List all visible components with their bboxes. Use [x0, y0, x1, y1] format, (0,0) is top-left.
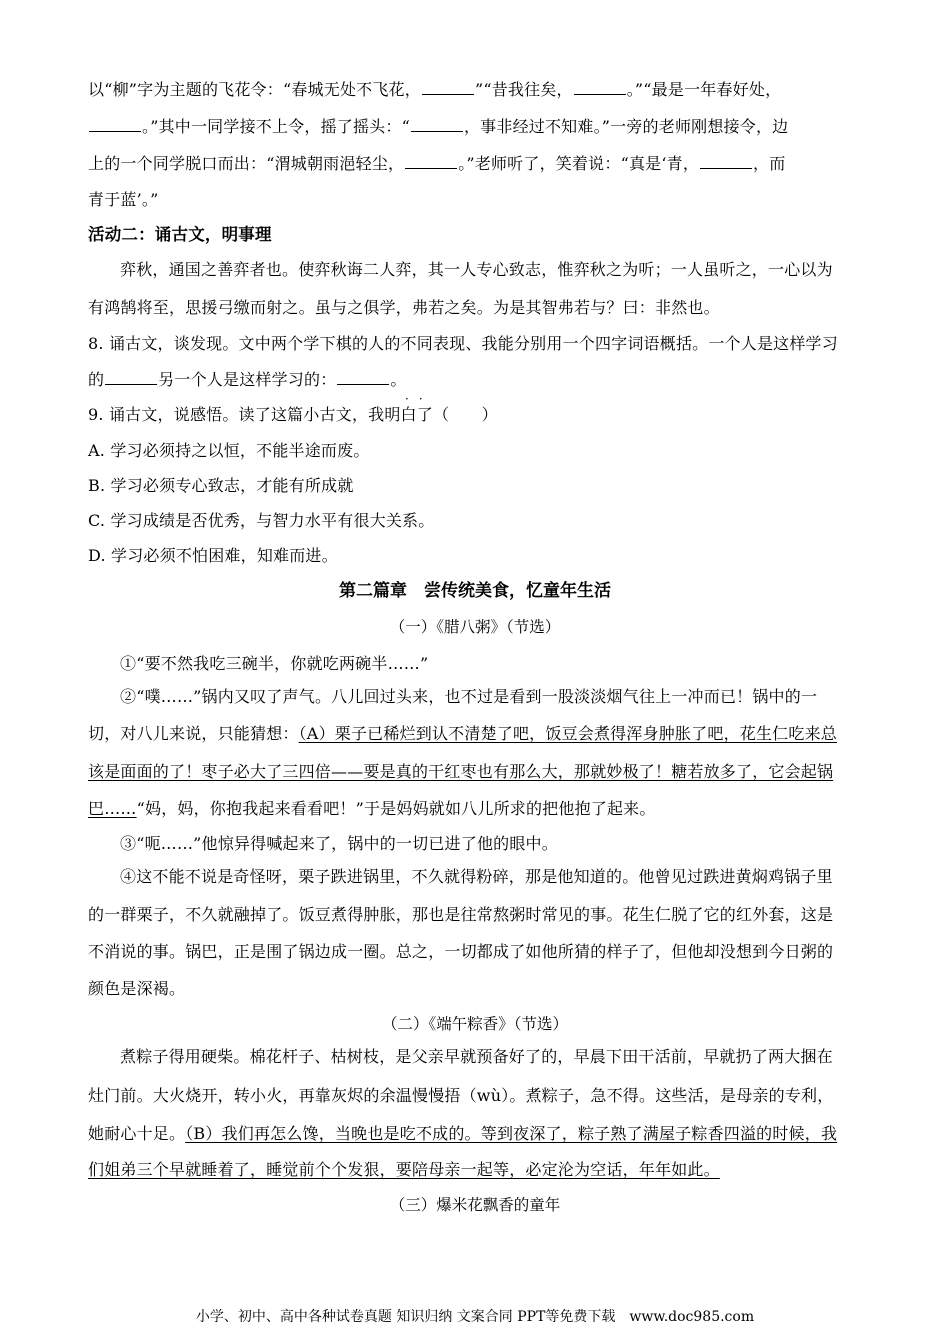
feihua-line-3: 上的一个同学脱口而出：“渭城朝雨浥轻尘， 。”老师听了，笑着说：“真是‘青， ，而 — [88, 154, 786, 173]
question-8-line-1: 8. 诵古文，谈发现。文中两个学下棋的人的不同表现、我能分别用一个四字词语概括。一个人是这样学习 — [88, 334, 838, 353]
classical-text-line-2: 有鸿鹄将至，思援弓缴而射之。虽与之俱学，弗若之矣。为是其智弗若与？曰：非然也。 — [88, 298, 720, 317]
duanwu-title: （二）《端午粽香》（节选） — [381, 1015, 568, 1033]
answer-blank[interactable] — [89, 116, 141, 132]
laba-paragraph-3: ③“呃……”他惊异得喊起来了，锅中的一切已进了他的眼中。 — [120, 834, 558, 853]
laba-title: （一）《腊八粥》（节选） — [389, 618, 561, 636]
emphasis-dots: ·· — [405, 392, 433, 406]
popcorn-title: （三）爆米花飘香的童年 — [389, 1196, 561, 1214]
activity2-heading: 活动二：诵古文，明事理 — [88, 225, 272, 244]
feihua-line-4: 青于蓝’。” — [88, 190, 159, 209]
laba-paragraph-4-line-1: ④这不能不说是奇怪呀，栗子跌进锅里，不久就得粉碎，那是他知道的。他曾见过跌进黄焖鸡锅子里 — [120, 867, 833, 886]
answer-blank[interactable] — [574, 79, 626, 95]
question-9-stem: 9. 诵古文，说感悟。读了这篇小古文，我明白了（ ） — [88, 405, 498, 424]
duanwu-line-4 — [88, 1160, 868, 1180]
laba-paragraph-2-line-1: ②“噗……”锅内又叹了声气。八儿回过头来，也不过是看到一股淡淡烟气往上一冲而已！锅中的一 — [120, 687, 818, 706]
answer-blank[interactable] — [337, 369, 389, 385]
emphasized-word: 明白 — [384, 405, 417, 424]
duanwu-line-2: 灶门前。大火烧开，转小火，再靠灰烬的余温慢慢捂（wù）。煮粽子，急不得。这些活，是母亲的专利， — [88, 1086, 834, 1105]
underlined-passage-b: 们姐弟三个早就睡着了，睡觉前个个发狠，要陪母亲一起等，必定沦为空话，年年如此。 — [88, 1160, 720, 1179]
answer-blank[interactable] — [405, 153, 457, 169]
chapter-2-title: 第二篇章 尝传统美食，忆童年生活 — [339, 581, 611, 601]
laba-paragraph-1: ①“要不然我吃三碗半，你就吃两碗半……” — [120, 654, 429, 673]
option-b[interactable]: B. 学习必须专心致志，才能有所成就 — [88, 476, 354, 495]
duanwu-line-1: 煮粽子得用硬柴。棉花杆子、枯树枝，是父亲早就预备好了的，早晨下田干活前，早就扔了两大捆在 — [120, 1047, 833, 1066]
laba-paragraph-4-line-3: 不消说的事。锅巴，正是围了锅边成一圈。总之，一切都成了如他所猜的样子了，但他却没想到今日粥的 — [88, 942, 834, 961]
footer-link[interactable]: 小学、初中、高中各种试卷真题 知识归纳 文案合同 PPT等免费下载 www.doc985.com — [195, 1309, 755, 1325]
underlined-passage-a: （A）栗子已稀烂到认不清楚了吧，饭豆会煮得浑身肿胀了吧，花生仁吃来总 — [298, 724, 837, 743]
underlined-passage-a: 该是面面的了！枣子必大了三四倍——要是真的干红枣也有那么大，那就妙极了！糖若放多了，它会起锅 — [88, 762, 834, 781]
underlined-passage-b: （B）我们再怎么馋，当晚也是吃不成的。等到夜深了，粽子熟了满屋子粽香四溢的时候，我 — [185, 1124, 838, 1143]
answer-blank[interactable] — [422, 79, 474, 95]
classical-text-line-1: 弈秋，通国之善弈者也。使弈秋诲二人弈，其一人专心致志，惟弈秋之为听；一人虽听之，一心以为 — [120, 260, 833, 279]
duanwu-line-3: 她耐心十足。（B）我们再怎么馋，当晚也是吃不成的。等到夜深了，粽子熟了满屋子粽香四溢的时候，我 — [88, 1124, 838, 1143]
feihua-line-1: 以“柳”字为主题的飞花令：“春城无处不飞花， ”“昔我往矣， 。”“最是一年春好处， — [88, 80, 782, 99]
option-c[interactable]: C. 学习成绩是否优秀，与智力水平有很大关系。 — [88, 511, 435, 530]
option-a[interactable]: A. 学习必须持之以恒，不能半途而废。 — [88, 441, 370, 460]
answer-blank[interactable] — [700, 153, 752, 169]
laba-paragraph-4-line-2: 的一群栗子，不久就融掉了。饭豆煮得肿胀，那也是往常熬粥时常见的事。花生仁脱了它的红外套，这是 — [88, 905, 834, 924]
feihua-line-2: 。”其中一同学接不上令，摇了摇头：“ ，事非经过不知难。”一旁的老师刚想接令，边 — [88, 116, 868, 137]
answer-blank[interactable] — [105, 369, 157, 385]
answer-blank[interactable] — [411, 116, 463, 132]
option-d[interactable]: D. 学习必须不怕困难，知难而进。 — [88, 546, 338, 565]
laba-paragraph-4-line-4: 颜色是深褐。 — [88, 979, 186, 998]
laba-paragraph-2-line-3 — [88, 762, 868, 782]
laba-paragraph-2-line-4: 巴……“妈，妈，你抱我起来看看吧！”于是妈妈就如八儿所求的把他抱了起来。 — [88, 799, 656, 818]
laba-paragraph-2-line-2: 切，对八儿来说，只能猜想：（A）栗子已稀烂到认不清楚了吧，饭豆会煮得浑身肿胀了吧，花生仁吃来总 — [88, 724, 837, 743]
question-8-line-2: 的 另一个人是这样学习的： 。 — [88, 370, 407, 389]
underlined-passage-a: 巴…… — [88, 799, 137, 818]
